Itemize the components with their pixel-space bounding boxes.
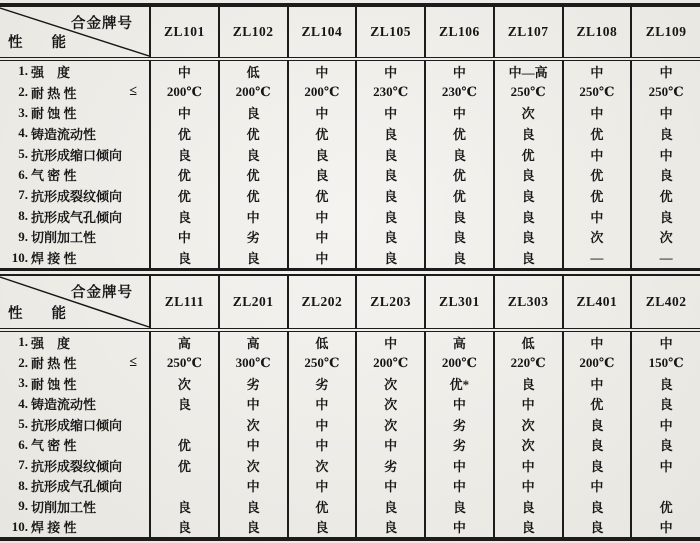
- cell-value: 次: [219, 414, 288, 435]
- cell-value: [150, 475, 219, 496]
- cell-value: 中: [494, 455, 563, 476]
- row-label-text: 铸造流动性: [31, 397, 97, 413]
- row-label-text: 焊 接 性: [31, 520, 77, 536]
- cell-value: 中: [356, 475, 425, 496]
- table-row: [0, 164, 700, 185]
- cell-value: 优: [563, 393, 632, 414]
- cell-value: 中: [425, 393, 494, 414]
- cell-value: 中: [494, 475, 563, 496]
- cell-value: 优: [150, 185, 219, 206]
- cell-value: 中: [631, 330, 700, 353]
- cell-value: 中: [288, 227, 357, 248]
- row-number: 3.: [18, 104, 28, 120]
- row-number: 1.: [18, 63, 28, 79]
- cell-value: 良: [425, 247, 494, 269]
- cell-value: 良: [219, 144, 288, 165]
- column-header-zl402: ZL402: [631, 275, 700, 330]
- cell-value: 次: [494, 414, 563, 435]
- cell-value: 中: [288, 414, 357, 435]
- row-label: [0, 59, 150, 82]
- row-number: 3.: [18, 375, 28, 391]
- row-label: [0, 206, 150, 227]
- cell-value: 良: [219, 496, 288, 517]
- cell-value: 200℃: [288, 82, 357, 103]
- cell-value: 优: [631, 496, 700, 517]
- row-label: [0, 82, 150, 103]
- cell-value: 高: [219, 330, 288, 353]
- row-label: [0, 247, 150, 269]
- table-row: [0, 373, 700, 394]
- cell-value: 优: [288, 185, 357, 206]
- corner-label-alloy-grade: 合金牌号: [71, 16, 133, 32]
- table-row: [0, 123, 700, 144]
- table-row: [0, 496, 700, 517]
- cell-value: 良: [631, 373, 700, 394]
- cell-value: 良: [356, 123, 425, 144]
- cell-value: 优: [288, 496, 357, 517]
- cell-value: 劣: [288, 373, 357, 394]
- cell-value: 良: [494, 227, 563, 248]
- header-row: [0, 5, 700, 59]
- row-label: [0, 123, 150, 144]
- cell-value: 良: [356, 164, 425, 185]
- cell-value: 中: [631, 414, 700, 435]
- table-row: [0, 455, 700, 476]
- cell-value: 良: [288, 516, 357, 539]
- cell-value: 次: [494, 434, 563, 455]
- cell-value: 中—高: [494, 59, 563, 82]
- header-corner-cell: [0, 275, 150, 330]
- cell-value: 250℃: [563, 82, 632, 103]
- column-header-zl107: ZL107: [494, 5, 563, 59]
- cell-value: 中: [288, 247, 357, 269]
- cell-value: 良: [288, 164, 357, 185]
- row-number: 2.: [18, 84, 28, 100]
- row-label-text: 耐 热 性: [31, 85, 77, 101]
- cell-value: 优: [425, 185, 494, 206]
- row-number: 10.: [11, 249, 28, 265]
- cell-value: 中: [219, 206, 288, 227]
- cell-value: 高: [425, 330, 494, 353]
- cell-value: 优: [150, 123, 219, 144]
- cell-value: 优: [494, 144, 563, 165]
- cell-value: 中: [288, 434, 357, 455]
- cell-value: 中: [563, 330, 632, 353]
- cell-value: 良: [494, 164, 563, 185]
- cell-value: 中: [563, 102, 632, 123]
- cell-value: 中: [288, 475, 357, 496]
- column-header-zl104: ZL104: [288, 5, 357, 59]
- cell-value: 次: [356, 373, 425, 394]
- cell-value: 中: [356, 59, 425, 82]
- row-label: [0, 393, 150, 414]
- row-label-text: 铸造流动性: [31, 126, 97, 142]
- cell-value: 优: [219, 123, 288, 144]
- table-row: [0, 434, 700, 455]
- column-header-zl303: ZL303: [494, 275, 563, 330]
- row-label-text: 抗形成裂纹倾向: [31, 188, 123, 204]
- cell-value: 良: [356, 144, 425, 165]
- cell-value: 150℃: [631, 352, 700, 373]
- cell-value: 中: [150, 102, 219, 123]
- cell-value: 良: [356, 185, 425, 206]
- table-row: [0, 206, 700, 227]
- table-row: [0, 185, 700, 206]
- cell-value: 良: [150, 496, 219, 517]
- cell-value: 优: [150, 455, 219, 476]
- column-header-zl102: ZL102: [219, 5, 288, 59]
- cell-value: 中: [219, 434, 288, 455]
- cell-value: 230℃: [425, 82, 494, 103]
- row-number: 4.: [18, 125, 28, 141]
- cell-value: 次: [219, 455, 288, 476]
- table-row: [0, 414, 700, 435]
- column-header-zl301: ZL301: [425, 275, 494, 330]
- cell-value: 优: [288, 123, 357, 144]
- row-label: [0, 516, 150, 539]
- row-label: [0, 164, 150, 185]
- cell-value: 300℃: [219, 352, 288, 373]
- row-label-text: 强 度: [31, 335, 71, 351]
- less-than-or-equal-symbol: ≤: [129, 84, 137, 100]
- cell-value: 良: [150, 247, 219, 269]
- cell-value: 良: [219, 516, 288, 539]
- less-than-or-equal-symbol: ≤: [129, 354, 137, 370]
- row-label: [0, 185, 150, 206]
- row-number: 6.: [18, 166, 28, 182]
- cell-value: 良: [425, 227, 494, 248]
- cell-value: 良: [631, 123, 700, 144]
- cell-value: 中: [631, 516, 700, 539]
- table-row: [0, 144, 700, 165]
- cell-value: 中: [425, 59, 494, 82]
- row-label: [0, 475, 150, 496]
- cell-value: 次: [356, 414, 425, 435]
- row-number: 6.: [18, 436, 28, 452]
- column-header-zl111: ZL111: [150, 275, 219, 330]
- row-label: [0, 496, 150, 517]
- cell-value: 良: [356, 516, 425, 539]
- row-label: [0, 373, 150, 394]
- cell-value: 劣: [219, 227, 288, 248]
- cell-value: 良: [356, 496, 425, 517]
- row-label: [0, 227, 150, 248]
- cell-value: —: [563, 247, 632, 269]
- column-header-zl401: ZL401: [563, 275, 632, 330]
- cell-value: 中: [563, 144, 632, 165]
- cell-value: 250℃: [288, 352, 357, 373]
- cell-value: 良: [150, 206, 219, 227]
- cell-value: 良: [563, 414, 632, 435]
- cell-value: 250℃: [631, 82, 700, 103]
- corner-label-alloy-grade: 合金牌号: [71, 284, 133, 301]
- cell-value: 200℃: [150, 82, 219, 103]
- cell-value: 中: [563, 59, 632, 82]
- row-number: 5.: [18, 416, 28, 432]
- cell-value: 优: [219, 185, 288, 206]
- cell-value: [631, 475, 700, 496]
- cell-value: 中: [288, 59, 357, 82]
- cell-value: 低: [288, 330, 357, 353]
- row-number: 7.: [18, 187, 28, 203]
- table-row: [0, 330, 700, 353]
- column-header-zl202: ZL202: [288, 275, 357, 330]
- cell-value: 低: [219, 59, 288, 82]
- cell-value: 中: [356, 434, 425, 455]
- cell-value: 中: [631, 455, 700, 476]
- row-label-text: 切削加工性: [31, 230, 97, 246]
- cell-value: 良: [425, 206, 494, 227]
- cell-value: 中: [425, 516, 494, 539]
- row-number: 8.: [18, 477, 28, 493]
- table-row: [0, 102, 700, 123]
- cell-value: 中: [631, 144, 700, 165]
- cell-value: 良: [219, 102, 288, 123]
- alloy-properties-table-top: [0, 3, 700, 271]
- cell-value: 高: [150, 330, 219, 353]
- cell-value: 优: [563, 185, 632, 206]
- cell-value: 中: [288, 102, 357, 123]
- row-label: [0, 455, 150, 476]
- cell-value: 良: [150, 516, 219, 539]
- cell-value: 次: [150, 373, 219, 394]
- cell-value: 250℃: [494, 82, 563, 103]
- cell-value: 中: [563, 206, 632, 227]
- cell-value: 良: [494, 123, 563, 144]
- cell-value: 劣: [425, 414, 494, 435]
- cell-value: 良: [288, 144, 357, 165]
- cell-value: 优: [425, 164, 494, 185]
- cell-value: —: [631, 247, 700, 269]
- column-header-zl201: ZL201: [219, 275, 288, 330]
- cell-value: [150, 414, 219, 435]
- cell-value: 优*: [425, 373, 494, 394]
- row-label-text: 切削加工性: [31, 499, 97, 515]
- row-number: 9.: [18, 228, 28, 244]
- row-number: 5.: [18, 146, 28, 162]
- row-label-text: 强 度: [31, 64, 71, 80]
- column-header-zl109: ZL109: [631, 5, 700, 59]
- table-row: [0, 59, 700, 82]
- row-label: [0, 330, 150, 353]
- cell-value: 200℃: [425, 352, 494, 373]
- row-number: 1.: [18, 334, 28, 350]
- cell-value: 中: [356, 102, 425, 123]
- cell-value: 良: [563, 434, 632, 455]
- cell-value: 良: [150, 144, 219, 165]
- table-row: [0, 352, 700, 373]
- row-number: 9.: [18, 498, 28, 514]
- column-header-zl108: ZL108: [563, 5, 632, 59]
- cell-value: 中: [425, 475, 494, 496]
- cell-value: 良: [494, 206, 563, 227]
- row-number: 8.: [18, 208, 28, 224]
- cell-value: 中: [425, 102, 494, 123]
- cell-value: 优: [563, 164, 632, 185]
- cell-value: 中: [563, 475, 632, 496]
- row-label: [0, 434, 150, 455]
- table-row: [0, 475, 700, 496]
- cell-value: 良: [631, 206, 700, 227]
- cell-value: 中: [150, 59, 219, 82]
- cell-value: 优: [150, 164, 219, 185]
- cell-value: 优: [150, 434, 219, 455]
- cell-value: 220℃: [494, 352, 563, 373]
- cell-value: 中: [356, 330, 425, 353]
- cell-value: 良: [356, 227, 425, 248]
- cell-value: 中: [219, 475, 288, 496]
- row-label-text: 抗形成气孔倾向: [31, 209, 123, 225]
- row-label-text: 耐 蚀 性: [31, 106, 77, 122]
- cell-value: 中: [631, 59, 700, 82]
- cell-value: 劣: [356, 455, 425, 476]
- cell-value: 低: [494, 330, 563, 353]
- column-header-zl203: ZL203: [356, 275, 425, 330]
- cell-value: 优: [631, 185, 700, 206]
- cell-value: 200℃: [356, 352, 425, 373]
- row-number: 7.: [18, 457, 28, 473]
- row-number: 2.: [18, 354, 28, 370]
- column-header-zl101: ZL101: [150, 5, 219, 59]
- table-row: [0, 82, 700, 103]
- cell-value: 次: [631, 227, 700, 248]
- cell-value: 良: [631, 434, 700, 455]
- row-label: [0, 102, 150, 123]
- row-label-text: 抗形成缩口倾向: [31, 147, 123, 163]
- cell-value: 次: [288, 455, 357, 476]
- row-label-text: 抗形成缩口倾向: [31, 417, 123, 433]
- table-row: [0, 393, 700, 414]
- cell-value: 劣: [425, 434, 494, 455]
- cell-value: 中: [425, 455, 494, 476]
- cell-value: 良: [356, 247, 425, 269]
- cell-value: 230℃: [356, 82, 425, 103]
- table-row: [0, 516, 700, 539]
- cell-value: 良: [494, 373, 563, 394]
- cell-value: 中: [631, 102, 700, 123]
- cell-value: 中: [219, 393, 288, 414]
- cell-value: 中: [288, 393, 357, 414]
- cell-value: 次: [494, 102, 563, 123]
- cell-value: 良: [494, 496, 563, 517]
- row-label-text: 耐 热 性: [31, 356, 77, 372]
- cell-value: 良: [494, 516, 563, 539]
- row-label-text: 焊 接 性: [31, 251, 77, 267]
- table-row: [0, 247, 700, 269]
- cell-value: 良: [631, 164, 700, 185]
- corner-label-property: 性 能: [8, 35, 66, 51]
- alloy-properties-table-bottom: [0, 274, 700, 541]
- cell-value: 中: [563, 373, 632, 394]
- cell-value: 200℃: [219, 82, 288, 103]
- row-label: [0, 414, 150, 435]
- cell-value: 良: [494, 247, 563, 269]
- cell-value: 劣: [219, 373, 288, 394]
- cell-value: 次: [356, 393, 425, 414]
- cell-value: 中: [494, 393, 563, 414]
- row-label-text: 抗形成裂纹倾向: [31, 458, 123, 474]
- row-number: 10.: [11, 518, 28, 534]
- cell-value: 良: [631, 393, 700, 414]
- cell-value: 良: [425, 496, 494, 517]
- header-row: [0, 275, 700, 330]
- row-label-text: 耐 蚀 性: [31, 376, 77, 392]
- cell-value: 250℃: [150, 352, 219, 373]
- cell-value: 良: [150, 393, 219, 414]
- column-header-zl106: ZL106: [425, 5, 494, 59]
- cell-value: 良: [494, 185, 563, 206]
- cell-value: 中: [150, 227, 219, 248]
- header-corner-cell: [0, 5, 150, 59]
- row-label: [0, 144, 150, 165]
- cell-value: 优: [563, 123, 632, 144]
- cell-value: 次: [563, 227, 632, 248]
- cell-value: 良: [356, 206, 425, 227]
- cell-value: 200℃: [563, 352, 632, 373]
- row-label-text: 气 密 性: [31, 168, 77, 184]
- cell-value: 中: [288, 206, 357, 227]
- cell-value: 良: [219, 247, 288, 269]
- cell-value: 良: [563, 455, 632, 476]
- corner-label-property: 性 能: [8, 305, 66, 322]
- cell-value: 良: [563, 496, 632, 517]
- cell-value: 优: [425, 123, 494, 144]
- row-label-text: 抗形成气孔倾向: [31, 479, 123, 495]
- row-label: [0, 352, 150, 373]
- row-label-text: 气 密 性: [31, 438, 77, 454]
- cell-value: 优: [219, 164, 288, 185]
- table-row: [0, 227, 700, 248]
- cell-value: 良: [425, 144, 494, 165]
- cell-value: 良: [563, 516, 632, 539]
- row-number: 4.: [18, 395, 28, 411]
- column-header-zl105: ZL105: [356, 5, 425, 59]
